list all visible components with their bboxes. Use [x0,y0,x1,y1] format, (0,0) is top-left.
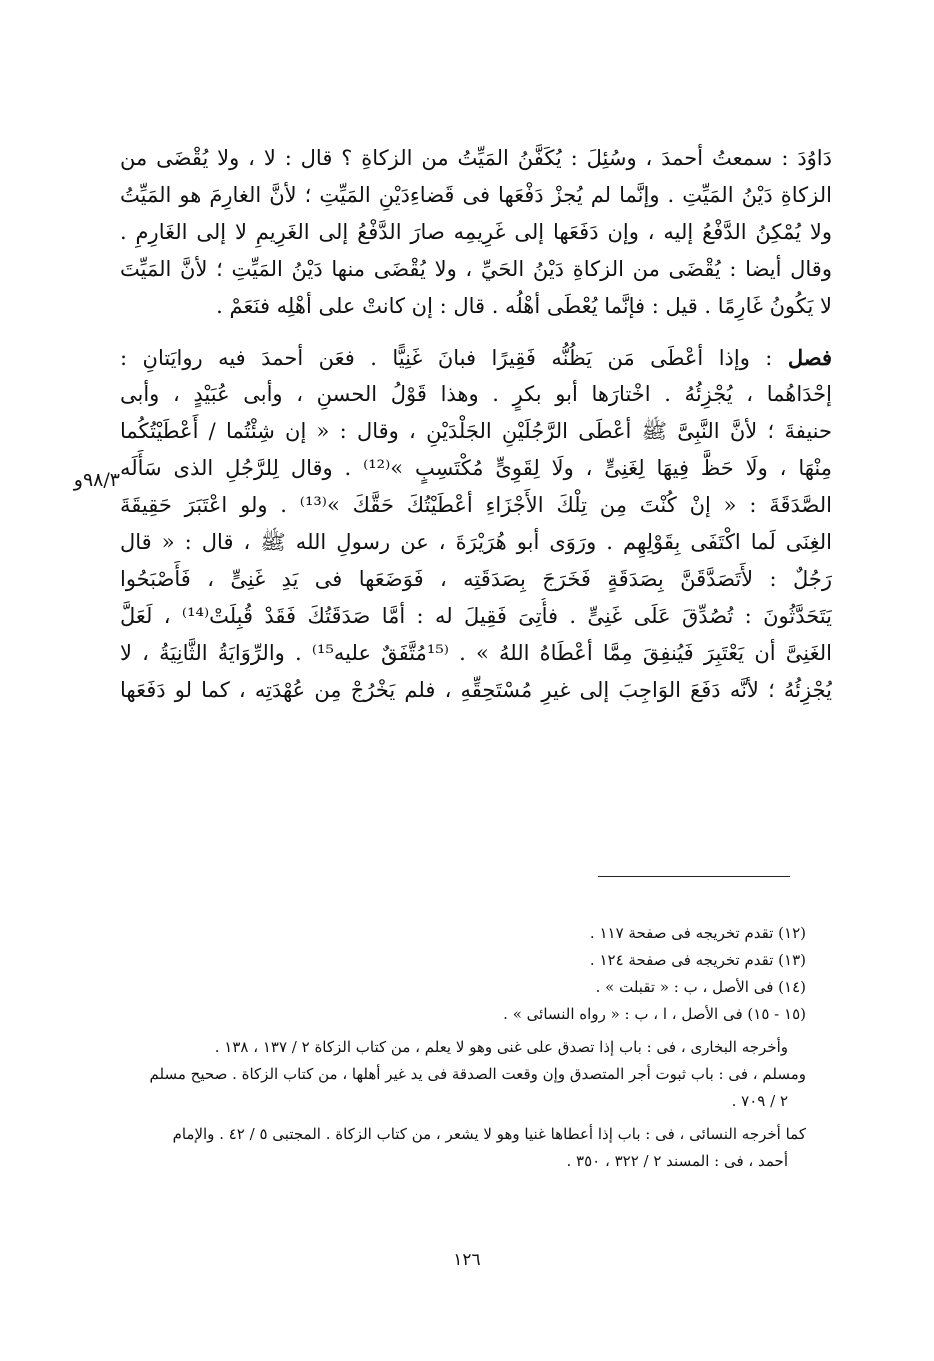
footnote-13: (١٣) تقدم تخريجه فى صفحة ١٢٤ . [589,951,806,969]
footnote-15-detail: أحمد ، فى : المسند ٢ / ٣٢٢ ، ٣٥٠ . [566,1152,788,1170]
text-line: الصَّدَقَةَ : « إنْ كُنْتَ مِن تِلْكَ الأَجْزَاءِ أعْطَيْتُكَ حَقَّكَ »⁽¹³⁾ . ولو اعْتَبَرَ حَقِيقَةَ [120,493,832,517]
page-number: ١٢٦ [453,1250,481,1270]
text-line: وقال أيضا : يُقْضَى من الزكاةِ دَيْنُ الحَيِّ ، ولا يُقْضَى منها دَيْنُ المَيِّتِ ؛ لأنَّ المَيِّتَ [120,257,832,281]
text-line: الغِنَى لَما اكْتَفَى بِقَوْلِهِم . ورَوَى أبو هُرَيْرَةَ ، عن رسولِ الله ﷺ ، قال : « قال [120,530,832,554]
footnote-15-detail: كما أخرجه النسائى ، فى : باب إذا أعطاها غنيا وهو لا يشعر ، من كتاب الزكاة . المجتبى ٥ / ٤٢ . والإمام [172,1125,806,1143]
text-line: لا يَكُونُ غَارِمًا . قيل : فإنَّما يُعْطَى أهْلُه . قال : إن كانتْ على أهْلِه فنَعَمْ . [216,294,832,318]
footnotes [118,920,806,1175]
footnote-15-detail: وأخرجه البخارى ، فى : باب إذا تصدق على غنى وهو لا يعلم ، من كتاب الزكاة ٢ / ١٣٧ ، ١٣٨ . [214,1038,788,1056]
text-line: ولا يُمْكِنُ الدَّفْعُ إليه ، وإن دَفَعَها إلى غَرِيمِه صارَ الدَّفْعُ إلى الغَرِيمِ لا إلى الغَارِمِ . [120,220,832,244]
section-heading-fasl: فصل [787,345,832,370]
paragraph-1 [120,140,832,325]
main-text [120,140,832,709]
footnote-12: (١٢) تقدم تخريجه فى صفحة ١١٧ . [589,924,806,942]
footnote-14: (١٤) فى الأصل ، ب : « تقبلت » . [595,978,806,996]
text-line: مِنْهَا ، ولَا حَظَّ فِيهَا لِغَنِىٍّ ، ولَا لِقَوِىٍّ مُكْتَسِبٍ »⁽¹²⁾ . وقال لِلرَّجُلِ الذى سَأَلَه [120,456,832,480]
footnote-15-detail: ٢ / ٧٠٩ . [731,1092,788,1110]
text-line: رَجُلٌ : لأَتَصَدَّقَنَّ بِصَدَقَةٍ فَخَرَجَ بِصَدَقَتِه ، فَوَضَعَها فى يَدِ غَنِىٍّ ، فَأَصْبَحُوا [120,567,832,591]
text-line: يَتَحَدَّثُونَ : تُصُدِّقَ عَلَى غَنِىٍّ . فأُتِىَ فَقِيلَ له : أمَّا صَدَقَتُكَ فَقَدْ قُبِلَتْ⁽¹⁴⁾ ، لَعَلَّ [120,604,832,628]
footnote-15-detail: ومسلم ، فى : باب ثبوت أجر المتصدق وإن وقعت الصدقة فى يد غير أهلها ، من كتاب الزكاة . صحيح مسلم [149,1065,806,1083]
text-line: دَاوُدَ : سمعتُ أحمدَ ، وسُئِلَ : يُكَفَّنُ المَيِّتُ من الزكاةِ ؟ قال : لا ، ولا يُقْضَى من [120,146,832,170]
text-line: يُجْزِئُهُ ؛ لأنَّه دَفَعَ الوَاجِبَ إلى غيرِ مُسْتَحِقِّهِ ، فلم يَخْرُجْ مِن عُهْدَتِه ، كما لو دَفَعَها [120,678,832,702]
text-line: الغَنِىَّ أن يَعْتَبِرَ فَيُنفِقَ مِمَّا أعْطَاهُ اللهُ » . ⁽¹⁵مُتَّفَقٌ عليه¹⁵⁾ . والرِّوَايَةُ الثَّانِيَةُ ، لا [120,641,832,665]
margin-reference: ٩٨/٣و [73,469,120,491]
text-line [120,339,832,376]
footnote-15: (١٥ - ١٥) فى الأصل ، ا ، ب : « رواه النسائى » . [503,1005,806,1023]
text-line-rest: : وإذا أعْطَى مَن يَظُنُّه فَقِيرًا فبانَ غَنِيًّا . فعَن أحمدَ فيه روايَتانِ : [120,346,773,370]
footnote-divider [598,876,790,877]
paragraph-2 [120,339,832,709]
text-line: حنيفةَ ؛ لأنَّ النَّبِىَّ ﷺ أعْطَى الرَّجُلَيْنِ الجَلْدَيْنِ ، وقال : « إن شِئْتُما / أَعْطَيْتُكُما [120,419,832,443]
text-line: إحْدَاهُما ، يُجْزِئُهُ . اخْتارَها أبو بكرٍ . وهذا قَوْلُ الحسنِ ، وأبى عُبَيْدٍ ، وأبى [120,382,832,406]
text-line: الزكاةِ دَيْنُ المَيِّتِ . وإنَّما لم يُجزْ دَفْعَها فى قَضاءِدَيْنِ المَيِّتِ ؛ لأنَّ الغارِمَ هو المَيِّتُ [120,183,832,207]
